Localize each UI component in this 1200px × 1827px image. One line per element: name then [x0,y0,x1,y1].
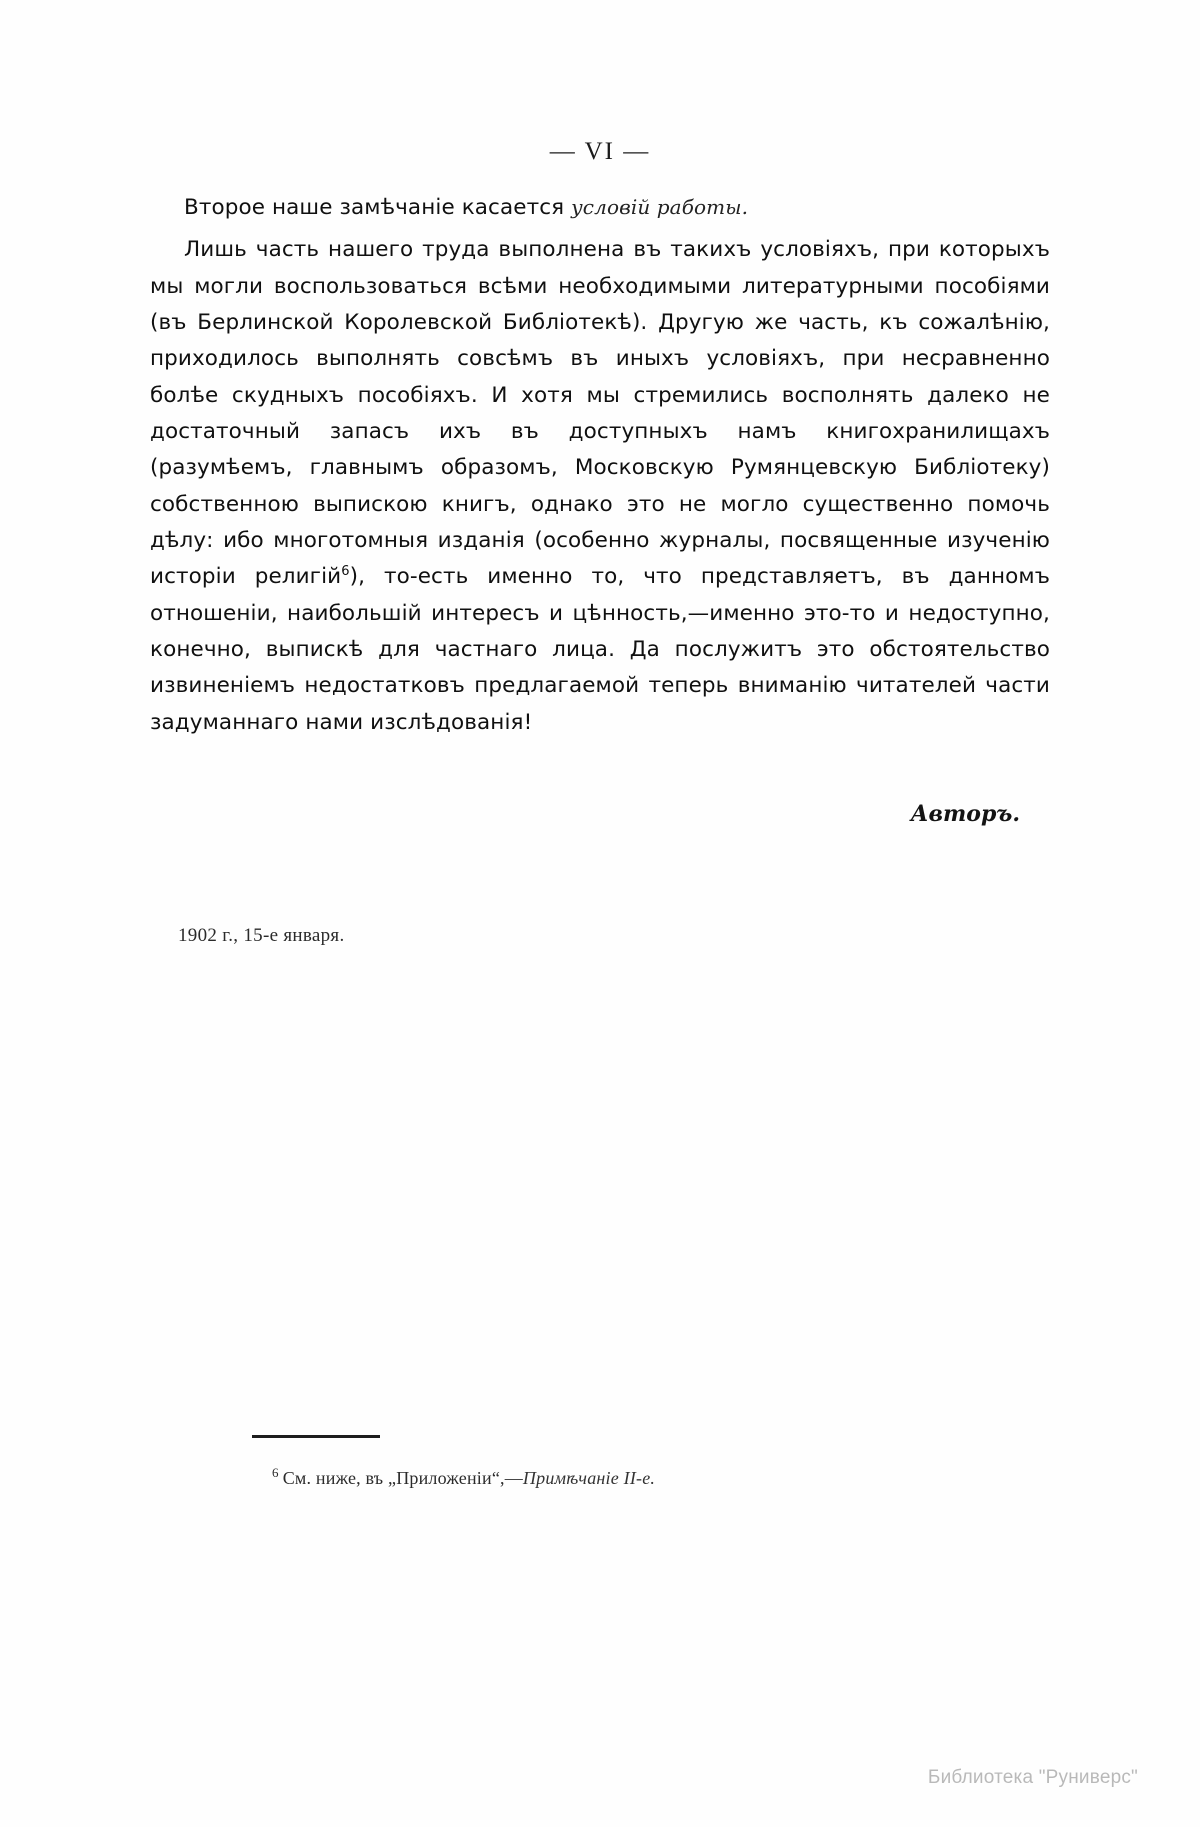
footnote-text-italic: Примѣчаніе II-е. [522,1468,656,1488]
footnote-reference-marker: 6 [341,564,350,580]
date-line: 1902 г., 15-е января. [178,924,345,946]
footnote-separator-rule [252,1435,380,1438]
footnote-entry [272,1465,1092,1489]
paragraph-1-italic-phrase: условій работы. [571,195,749,219]
paragraph-2-text-continued: ), то-есть именно то, что представляетъ, въ данномъ отношеніи, наибольшій интересъ и цѣнность,—именно это-то и недоступно, конечно, выпискѣ для частнаго лица. Да послужитъ это обстоятельство извиненіемъ недостатковъ предлагаемой теперь вниманію читателей части задуманнаго нами изслѣдованія! [150,564,1050,735]
paragraph-1 [150,190,1050,226]
library-watermark: Библиотека "Руниверс" [927,1767,1138,1788]
page-number: — VI — [549,138,651,165]
paragraph-2-text: Лишь часть нашего труда выполнена въ такихъ условіяхъ, при которыхъ мы могли воспользоваться всѣми необходимыми литературными пособіями (въ Берлинской Королевской Библіотекѣ). Другую же часть, къ сожалѣнію, приходилось выполнять совсѣмъ въ иныхъ условіяхъ, при несравненно болѣе скудныхъ пособіяхъ. И хотя мы стремились восполнять далеко не достаточный запасъ ихъ въ доступныхъ намъ книгохранилищахъ (разумѣемъ, главнымъ образомъ, Московскую Румянцевскую Библіотеку) собственною выпискою книгъ, однако это не могло существенно помочь дѣлу: ибо многотомныя изданія (особенно журналы, посвященные изученію исторіи религій [150,237,1050,590]
footnote-marker: 6 [272,1465,279,1480]
scanned-page-content [120,90,1080,1730]
paragraph-2 [150,232,1050,741]
author-signature: Авторъ. [910,800,1020,827]
page-body [150,190,1050,741]
footnote-text: См. ниже, въ „Приложеніи“,— [282,1468,523,1488]
paragraph-1-lead: Второе наше замѣчаніе касается [184,195,572,220]
